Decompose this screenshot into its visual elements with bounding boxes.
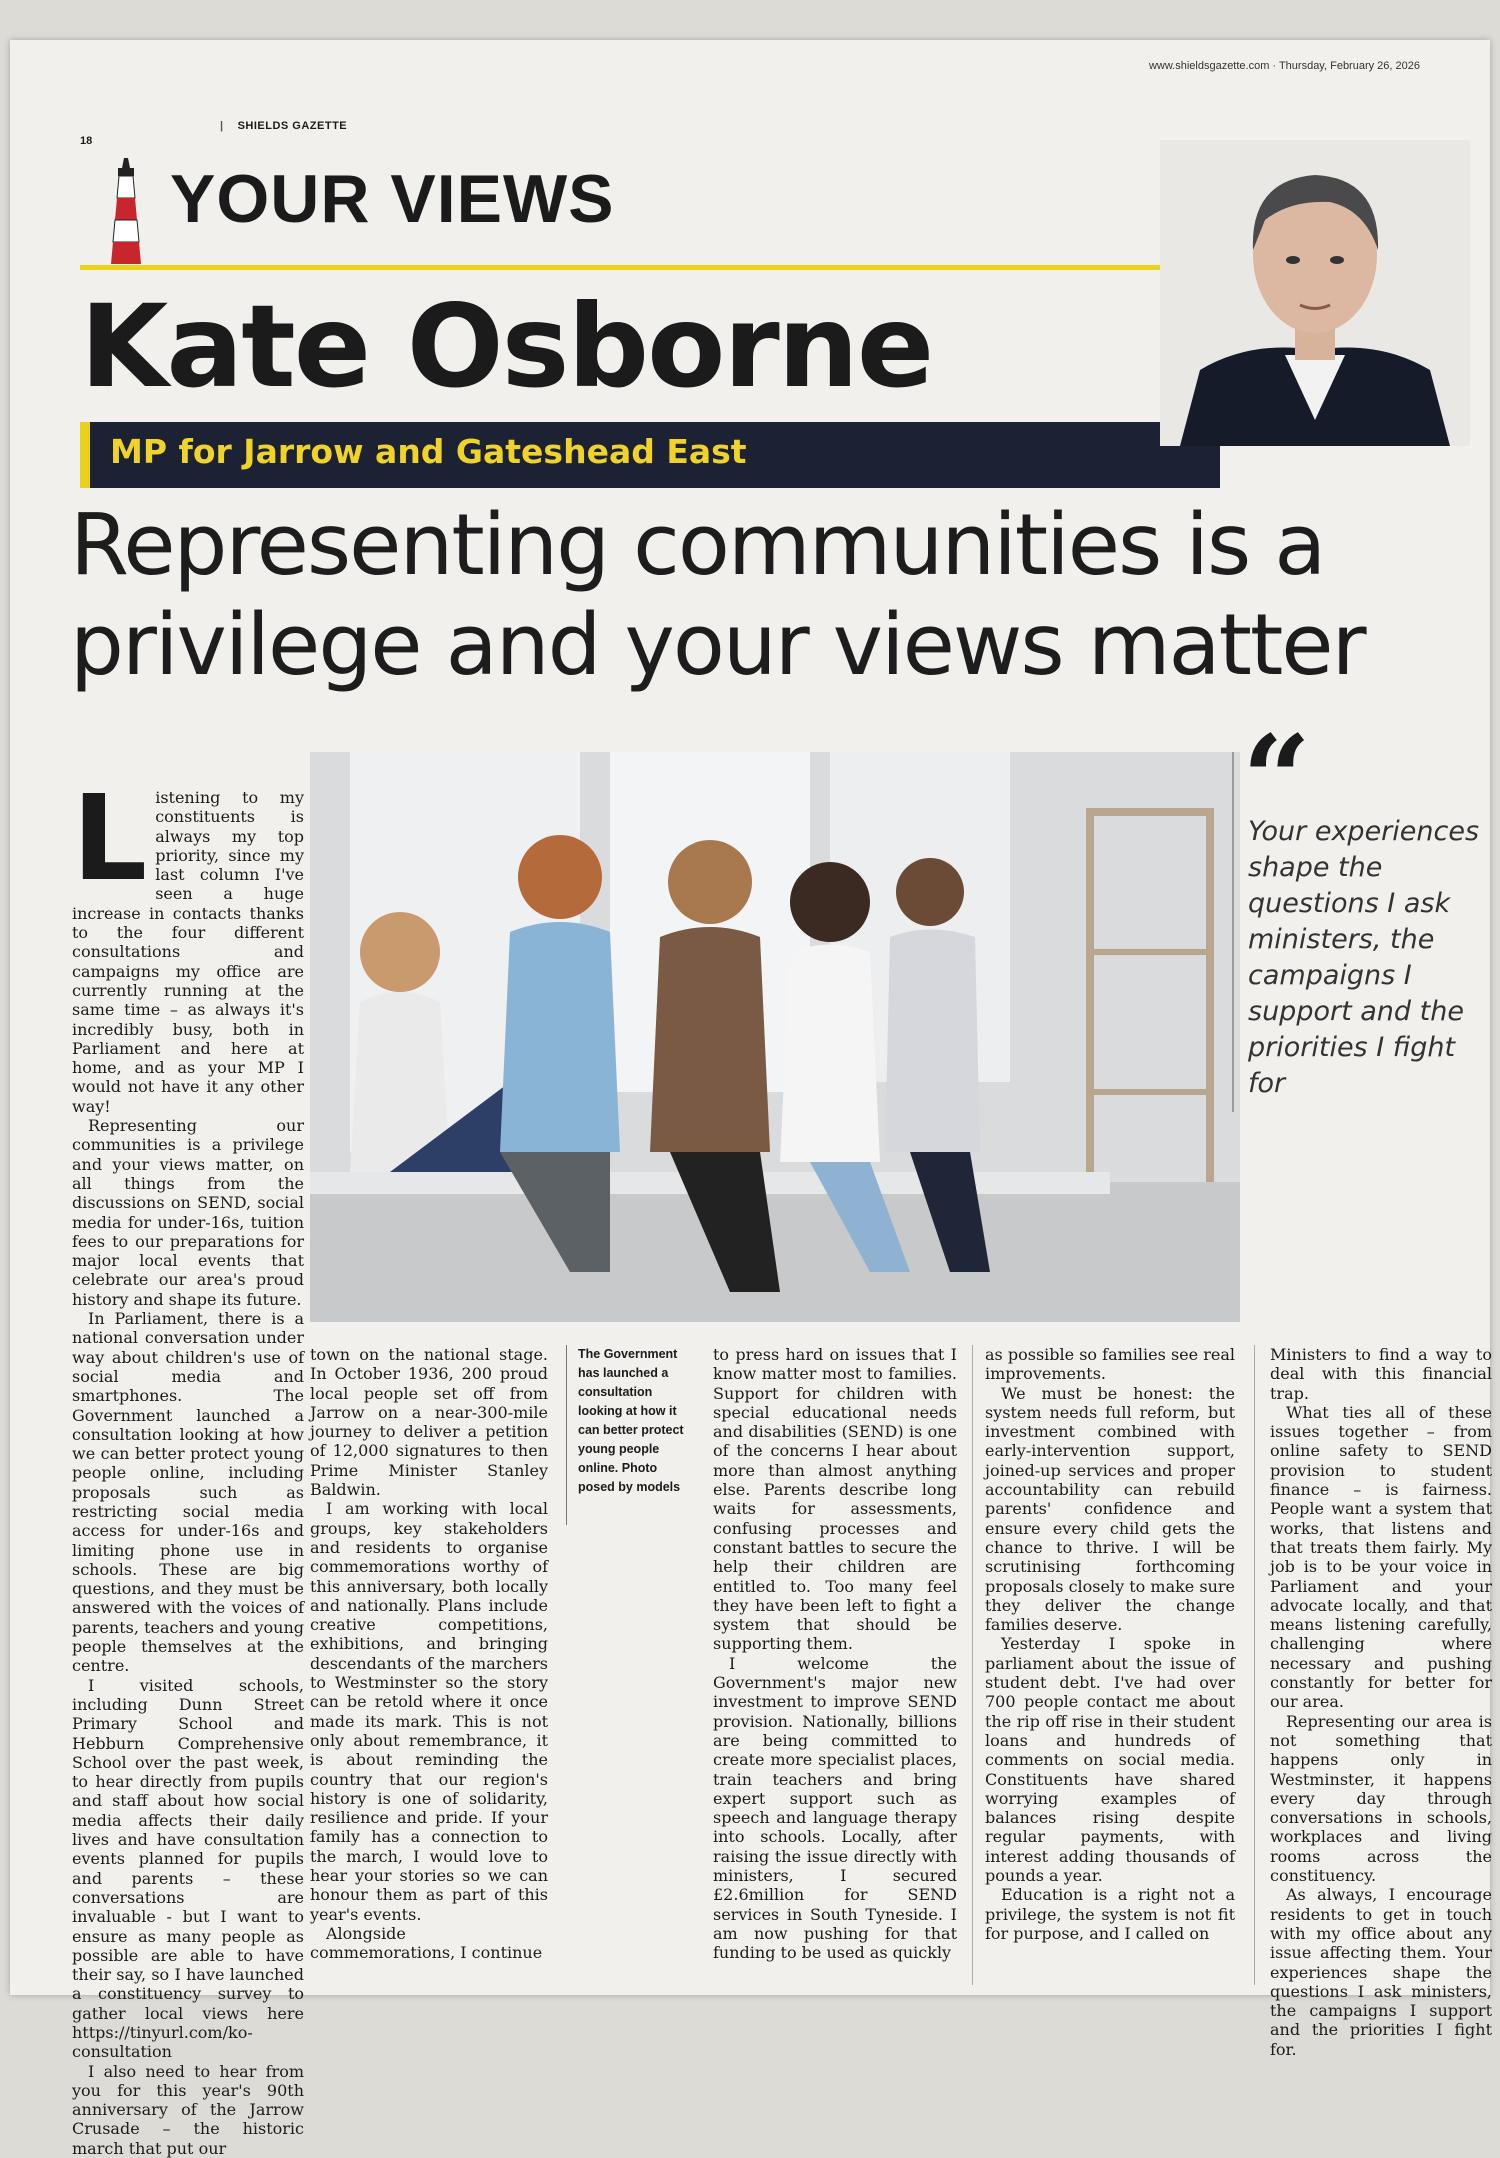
paragraph: Ministers to find a way to deal with this financial trap. [1270, 1345, 1492, 1403]
article-column-3 [713, 1345, 957, 1963]
page-number: 18 [80, 135, 93, 147]
website-date-line: www.shieldsgazette.com · Thursday, February 26, 2026 [1148, 60, 1420, 72]
lighthouse-icon [110, 158, 142, 268]
article-column-5 [1270, 1345, 1492, 2059]
newspaper-page [10, 40, 1492, 2158]
author-name: Kate Osborne [80, 280, 933, 413]
paragraph: We must be honest: the system needs full reform, but investment combined with early-intervention support, joined-up services and proper accountability can rebuild parents' confidence and ensure every child gets the chance to thrive. I will be scrutinising forthcoming proposals closely to make sure they deliver the change families deserve. [985, 1383, 1235, 1635]
drop-cap: L [72, 769, 148, 907]
paragraph: town on the national stage. In October 1936, 200 proud local people set off from Jarrow on a near-300-mile journey to deliver a petition of 12,000 signatures to then Prime Minister Stanley Baldwin. [310, 1345, 548, 1500]
article-column-1 [72, 769, 304, 2158]
column-rule [1254, 1345, 1255, 1985]
column-rule [972, 1345, 973, 1985]
headline: Representing communities is a privilege and your views matter [70, 496, 1365, 695]
section-title: YOUR VIEWS [170, 161, 615, 237]
author-role: MP for Jarrow and Gateshead East [110, 432, 747, 471]
paragraph: istening to my constituents is always my top priority, since my last column I've seen a huge increase in contacts thanks to the four different consultations and campaigns my office are currently running at the same time – as always it's incredibly busy, both in Parliament and here at home, and as your MP I would not have it any other way! [72, 788, 304, 1116]
paragraph: Representing our communities is a privilege and your views matter, on all things from the discussions on SEND, social media for under-16s, tuition fees to our preparations for major local events that celebrate our area's proud history and shape its future. [72, 1116, 304, 1309]
role-bar [80, 422, 1220, 488]
pullquote: Your experiences shape the questions I ask ministers, the campaigns I support and the priorities I fight for [1248, 816, 1480, 1099]
paragraph: I welcome the Government's major new investment to improve SEND provision. Nationally, billions are being committed to create more specialist places, train teachers and bring expert support such as speech and language therapy into schools. Locally, after raising the issue directly with ministers, I secured £2.6million for SEND services in South Tyneside. I am now pushing for that funding to be used as quickly [713, 1653, 957, 1963]
paragraph: as possible so families see real improvements. [985, 1345, 1235, 1384]
pullquote-rule [1232, 752, 1234, 1112]
author-portrait [1160, 140, 1470, 446]
paragraph: As always, I encourage residents to get in touch with my office about any issue affecting them. Your experiences shape the questions I ask ministers, the campaigns I support and the priorities I fight for. [1270, 1885, 1492, 2059]
article-column-4 [985, 1345, 1235, 1943]
article-column-2 [310, 1345, 548, 1963]
paragraph: What ties all of these issues together – from online safety to SEND provision to student finance – is fairness. People want a system that works, that listens and that treats them fairly. My job is to be your voice in Parliament and your advocate locally, and that means listening carefully, challenging where necessary and pushing constantly for better for our area. [1270, 1402, 1492, 1712]
paragraph: I am working with local groups, key stakeholders and residents to organise commemorations worthy of this anniversary, both locally and nationally. Plans include creative competitions, exhibitions, and bringing descendants of the marchers to Westminster so the story can be retold where it once made its mark. This is not only about remembrance, it is about reminding the country that our region's history is one of solidarity, resilience and pride. If your family has a connection to the march, I would love to hear your stories so we can honour them as part of this year's events. [310, 1499, 548, 1924]
paragraph: In Parliament, there is a national conversation under way about children's use of social media and smartphones. The Government launched a consultation looking at how we can better protect young people online, including proposals such as restricting social media access for under-16s and limiting phone use in schools. These are big questions, and they must be answered with the voices of parents, teachers and young people themselves at the centre. [72, 1309, 304, 1676]
paper-name: | SHIELDS GAZETTE [220, 120, 347, 132]
paragraph: I also need to hear from you for this year's 90th anniversary of the Jarrow Crusade – the historic march that put our [72, 2061, 304, 2158]
quote-mark-icon: “ [1242, 709, 1312, 850]
paragraph: to press hard on issues that I know matter most to families. Support for children with special educational needs and disabilities (SEND) is one of the concerns I hear about more than almost anything else. Parents describe long waits for assessments, confusing processes and constant battles to secure the help their children are entitled to. Too many feel they have been left to fight a system that should be supporting them. [713, 1345, 957, 1654]
paragraph: I visited schools, including Dunn Street Primary School and Hebburn Comprehensive School over the past week, to hear directly from pupils and staff about how social media affects their daily lives and have consultation events planned for pupils and parents – these conversations are invaluable - but I want to ensure as many people as possible are able to have their say, so I have launched a constituency survey to gather local views here https://tinyurl.com/ko-consultation [72, 1675, 304, 2062]
paragraph: Alongside commemorations, I continue [310, 1923, 543, 1963]
caption-rule [566, 1345, 567, 1525]
children-with-phones-photo [310, 752, 1240, 1322]
photo-caption: The Government has launched a consultation looking at how it can better protect young people online. Photo posed by models [578, 1347, 684, 1494]
paragraph: Yesterday I spoke in parliament about the issue of student debt. I've had over 700 people contact me about the rip off rise in their student loans and hundreds of comments on social media. Constituents have shared worrying examples of balances rising despite regular payments, with interest adding thousands of pounds a year. [985, 1634, 1235, 1886]
paragraph: Education is a right not a privilege, the system is not fit for purpose, and I called on [985, 1885, 1235, 1943]
paragraph: Representing our area is not something that happens only in Westminster, it happens every day through conversations in schools, workplaces and living rooms across the constituency. [1270, 1711, 1492, 1886]
